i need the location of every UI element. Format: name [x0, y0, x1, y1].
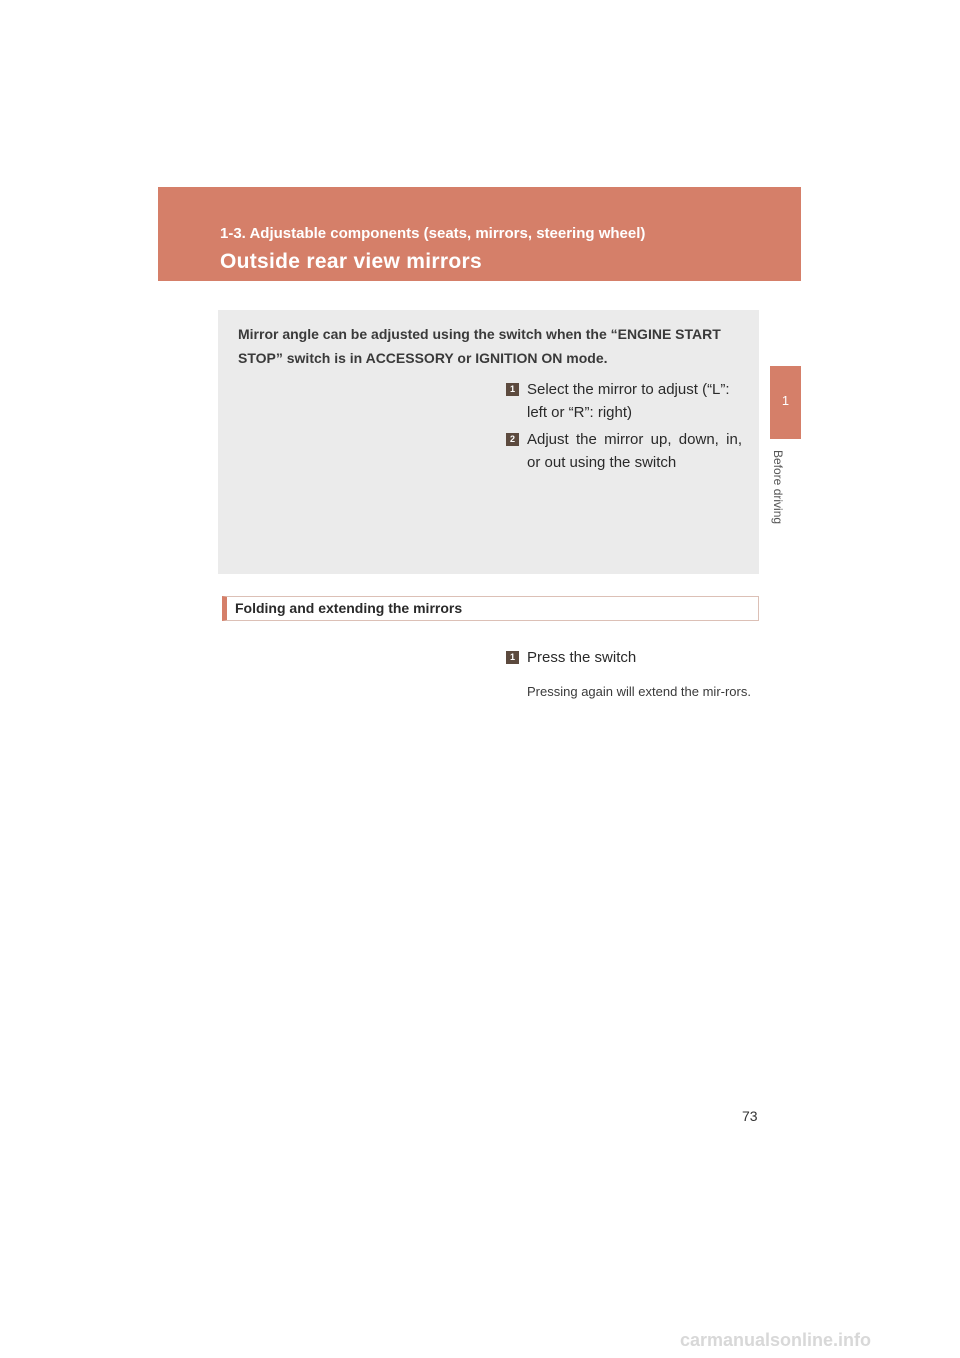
note-text: Pressing again will extend the mir-rors.	[527, 684, 751, 699]
chapter-header	[158, 187, 801, 281]
chapter-title: Before driving	[771, 450, 785, 525]
step-number-badge: 2	[506, 433, 519, 446]
mirror-adjust-box	[218, 310, 759, 574]
step-text: Press the switch	[527, 649, 637, 666]
subsection-heading-text: Folding and extending the mirrors	[235, 600, 463, 616]
step-text: Adjust the mirror up, down, in, or out using the switch	[527, 431, 742, 471]
chapter-title-vertical	[769, 450, 801, 560]
subsection-heading	[222, 596, 759, 621]
intro-text: Mirror angle can be adjusted using the switch when the “ENGINE START STOP” switch is in ACCESSORY or IGNITION ON mode.	[238, 326, 721, 366]
step-number-badge: 1	[506, 651, 519, 664]
chapter-number: 1	[781, 393, 790, 408]
step-text: Select the mirror to adjust (“L”: left or “R”: right)	[527, 381, 730, 421]
watermark-text: carmanualsonline.info	[680, 1330, 872, 1350]
step-number-badge: 1	[506, 383, 519, 396]
chapter-tab	[770, 366, 801, 439]
section-label: 1-3. Adjustable components (seats, mirrors, steering wheel)	[220, 225, 646, 242]
page-number: 73	[742, 1108, 758, 1124]
page-title: Outside rear view mirrors	[220, 250, 482, 273]
